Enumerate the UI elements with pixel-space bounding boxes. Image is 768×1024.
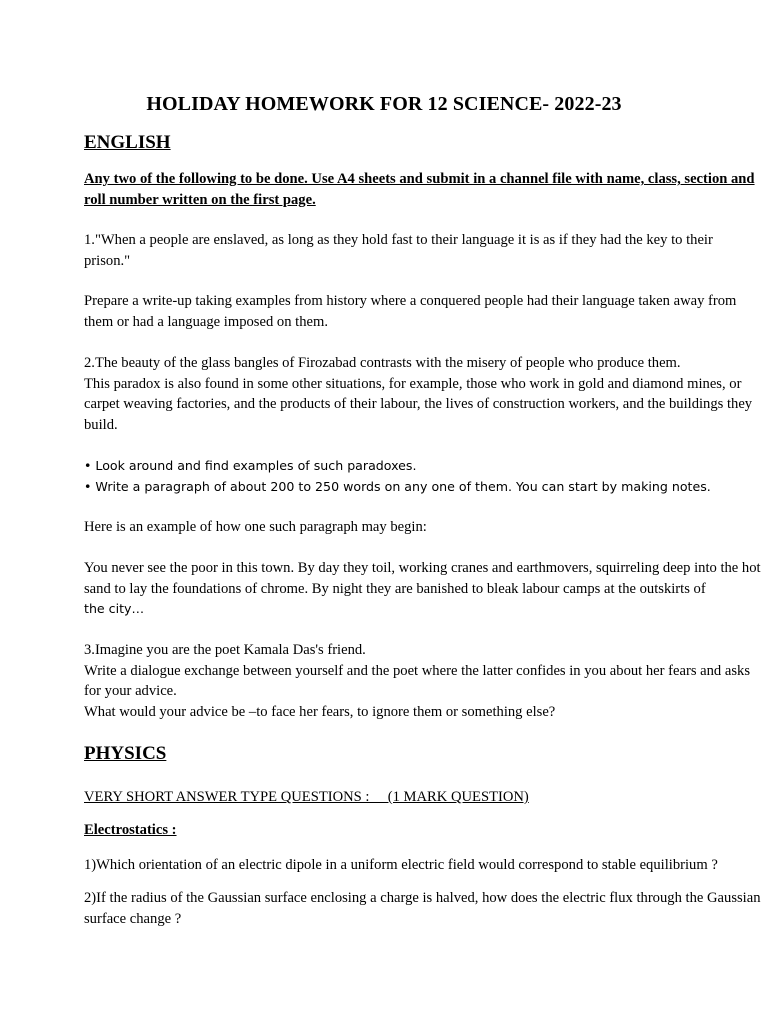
page-title: HOLIDAY HOMEWORK FOR 12 SCIENCE- 2022-23 — [146, 93, 622, 115]
physics-topic: Electrostatics : — [84, 822, 177, 838]
bullet-item: • Write a paragraph of about 200 to 250 words on any one of them. You can start by making notes. — [84, 478, 711, 494]
english-q3-line2: Write a dialogue exchange between yourself and the poet where the latter confides in you about her fears and asks for your advice. — [84, 662, 751, 699]
physics-subheading: VERY SHORT ANSWER TYPE QUESTIONS : (1 MARK QUESTION) — [84, 789, 529, 805]
english-heading: ENGLISH — [84, 132, 171, 153]
english-q3-line3: What would your advice be –to face her fears, to ignore them or something else? — [84, 703, 556, 720]
english-example-paragraph — [84, 558, 762, 620]
english-q1-task: Prepare a write-up taking examples from history where a conquered people had their language taken away from them or had a language imposed on them. — [84, 293, 737, 330]
english-example-text: You never see the poor in this town. By day they toil, working cranes and earthmovers, squirreling deep into the hot sand to lay the foundations of chrome. By night they are banished to bleak labour camps at the outskirts of — [84, 560, 761, 597]
english-q2 — [84, 353, 762, 435]
english-example-tail: the city… — [84, 601, 145, 616]
physics-heading: PHYSICS — [84, 743, 167, 764]
english-q3-line1: 3.Imagine you are the poet Kamala Das's friend. — [84, 642, 366, 658]
english-q1-quote: 1."When a people are enslaved, as long as they hold fast to their language it is as if they had the key to their prison." — [84, 232, 713, 269]
physics-q2: 2)If the radius of the Gaussian surface enclosing a charge is halved, how does the electric flux through the Gaussian surface change ? — [84, 890, 761, 927]
english-example-intro: Here is an example of how one such paragraph may begin: — [84, 519, 427, 535]
english-instruction: Any two of the following to be done. Use A4 sheets and submit in a channel file with name, class, section and roll number written on the first page. — [84, 171, 755, 208]
english-q2-line1: 2.The beauty of the glass bangles of Firozabad contrasts with the misery of people who produce them. — [84, 355, 681, 371]
bullet-item: • Look around and find examples of such paradoxes. — [84, 458, 417, 473]
physics-q1: 1)Which orientation of an electric dipole in a uniform electric field would correspond to stable equilibrium ? — [84, 857, 718, 873]
english-q3 — [84, 640, 762, 722]
english-q2-line2: This paradox is also found in some other situations, for example, those who work in gold and diamond mines, or carpet weaving factories, and the products of their labour, the lives of construction workers, and the buildings they build. — [84, 375, 753, 433]
english-q2-bullets — [84, 456, 762, 497]
